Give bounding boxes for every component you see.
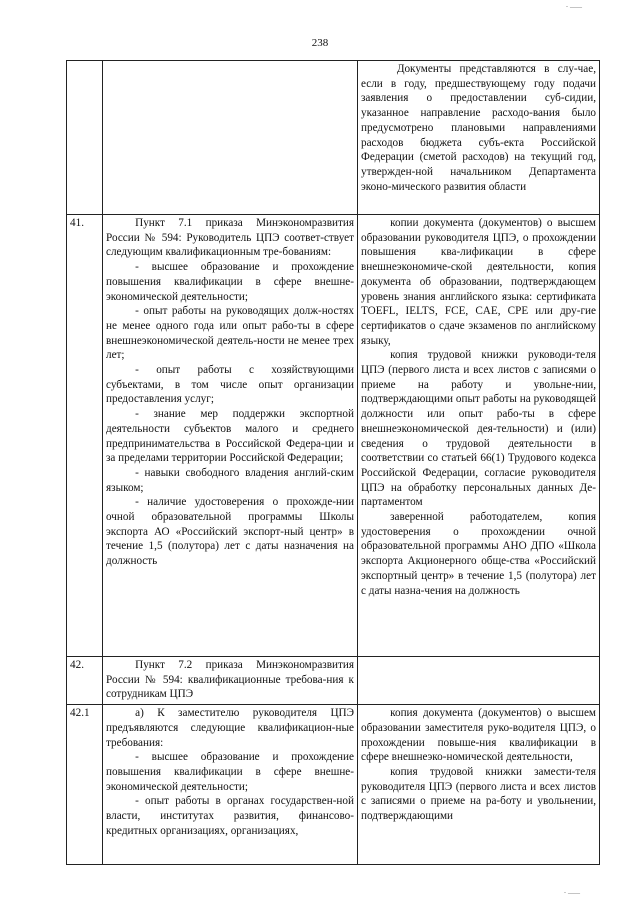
requirement-paragraph: - знание мер поддержки экспортной деятельности субъектов малого и среднего предпринимательства в Российской Федера-ции и за пределами территории Российской Федерации; [106, 408, 354, 465]
table-row [67, 61, 600, 215]
requirement-cell [103, 657, 358, 705]
requirements-table [66, 60, 600, 865]
requirement-cell [103, 705, 358, 865]
page-number: 238 [311, 37, 329, 49]
documents-paragraph: копия трудовой книжки руководи-теля ЦПЭ (первого листа и всех листов с записями о приеме на работу и увольне-нии, подтверждающими опыт работы на руководящей должности или опыт рабо-ты в сфере внешнеэкономической дея-тельности) и (или) сведения о трудовой деятельности в соответствии со статьей 66(1) Трудового кодекса Российской Федерации, согласие руководителя ЦПЭ на обработку персональных данных Де-партаментом [361, 349, 596, 509]
row-number: 42. [67, 657, 103, 705]
documents-cell [358, 657, 600, 705]
requirement-paragraph: - высшее образование и прохождение повышения квалификации в сфере внешне-экономической деятельности; [106, 261, 354, 303]
documents-paragraph: заверенной работодателем, копия удостоверения о прохождении очной образовательной программы АНО ДПО «Школа экспорта Акционерного обще-ства «Российский экспортный центр» в течение 1,5 (полутора) лет с даты назна-чения на должность [361, 511, 596, 597]
documents-paragraph: копия документа (документов) о высшем образовании заместителя руко-водителя ЦПЭ, о прохождении повыше-ния квалификации в сфере внешнеэко-номической деятельности, [361, 707, 596, 764]
requirement-paragraph: а) К заместителю руководителя ЦПЭ предъявляются следующие квалификацион-ные требования: [106, 707, 354, 749]
table-row [67, 657, 600, 705]
requirement-paragraph: Пункт 7.2 приказа Минэкономразвития России № 594: квалификационные требова-ния к сотрудникам ЦПЭ [106, 659, 354, 701]
requirement-paragraph: - наличие удостоверения о прохожде-нии очной образовательной программы Школы экспорта АО «Российский экспорт-ный центр» в течение 1,5 (полутора) лет с даты назначения на должность [106, 496, 354, 568]
documents-paragraph: копии документа (документов) о высшем образовании руководителя ЦПЭ, о прохождении повышения ква-лификации в сфере внешнеэкономиче-ской деятельности, копия документа об образовании, подтверждающем уровень знания английского языка: сертификата TOEFL, IELTS, FCE, CAE, CPE или дру-гие сертификатов о сдаче экзаменов по английскому языку, [361, 217, 596, 347]
table-row [67, 215, 600, 657]
documents-cell [358, 705, 600, 865]
row-number [67, 61, 103, 215]
documents-paragraph: копия трудовой книжки замести-теля руководителя ЦПЭ (первого листа и всех листов с записями о приеме на ра-боту и увольнении, подтверждающими [361, 765, 596, 823]
row-number: 41. [67, 215, 103, 657]
requirement-cell [103, 215, 358, 657]
requirement-paragraph: - опыт работы с хозяйствующими субъектами, в том числе опыт организации предоставления услуг; [106, 364, 354, 406]
table-row [67, 705, 600, 865]
requirement-cell [103, 61, 358, 215]
documents-cell [358, 215, 600, 657]
requirement-paragraph: - опыт работы на руководящих долж-ностях не менее одного года или опыт рабо-ты в сфере внешнеэкономической деятель-ности не менее трех лет; [106, 305, 354, 362]
requirement-paragraph: - опыт работы в органах государствен-ной власти, институтах развития, финансово-кредитных организациях, организациях, [106, 795, 354, 837]
documents-paragraph: Документы представляются в слу-чае, если в году, предшествующему году подачи заявления о предоставлении суб-сидии, указанное направление расходо-вания было предусмотрено плановыми направлениями расходов бюджета субъ-екта Российской Федерации (сметой расходов) на текущий год, утвержден-ной начальником Департамента эконо-мического развития области [361, 63, 596, 193]
requirement-paragraph: Пункт 7.1 приказа Минэкономразвития России № 594: Руководитель ЦПЭ соответ-ствует следующим квалификационным тре-бованиям: [106, 217, 354, 259]
requirement-paragraph: - навыки свободного владения англий-ским языком; [106, 466, 354, 494]
footer-mark: . ___ [564, 886, 580, 895]
requirement-paragraph: - высшее образование и прохождение повышения квалификации в сфере внешне-экономической деятельности; [106, 751, 354, 793]
corner-mark: . ___ [566, 0, 582, 9]
row-number: 42.1 [67, 705, 103, 865]
documents-cell [358, 61, 600, 215]
